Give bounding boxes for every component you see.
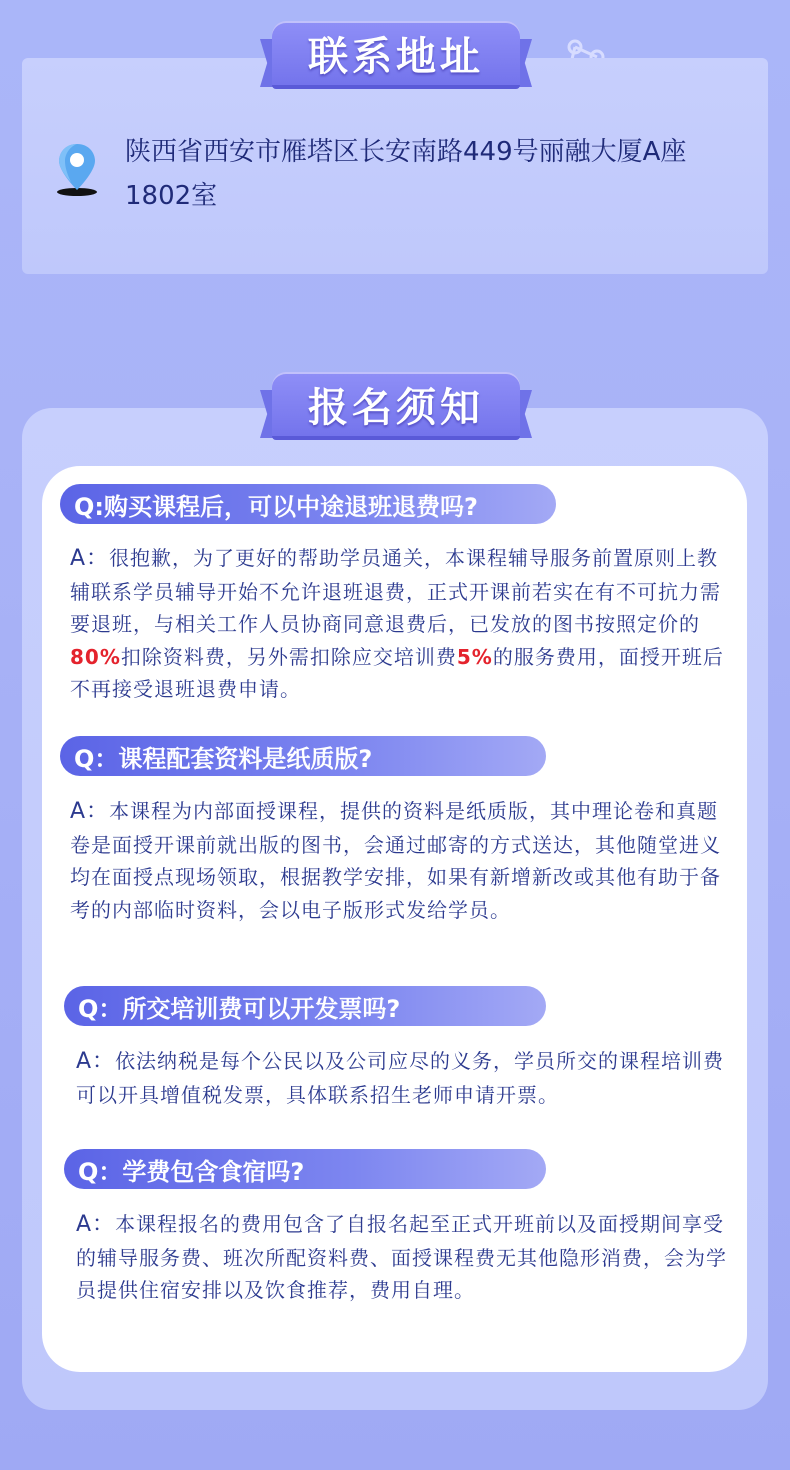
faq-question-refund: Q:购买课程后，可以中途退班退费吗? <box>60 484 556 524</box>
faq-card <box>42 466 747 1372</box>
highlight-80-percent: 80% <box>70 644 121 669</box>
faq-answer-lodging: A：本课程报名的费用包含了自报名起至正式开班前以及面授期间享受的辅导服务费、班次所配资料费、面授课程费无其他隐形消费，会为学员提供住宿安排以及饮食推荐，费用自理。 <box>76 1212 727 1302</box>
notice-title-ribbon <box>268 372 524 440</box>
contact-title-ribbon <box>268 21 524 89</box>
faq-answer-materials: A：本课程为内部面授课程，提供的资料是纸质版，其中理论卷和真题卷是面授开课前就出版的图书，会通过邮寄的方式送达，其他随堂进义均在面授点现场领取，根据教学安排，如果有新增新改或其他有助于备考的内部临时资料，会以电子版形式发给学员。 <box>70 799 721 922</box>
address-text: 陕西省西安市雁塔区长安南路449号丽融大厦A座1802室 <box>125 137 687 211</box>
faq-answer-invoice: A：依法纳税是每个公民以及公司应尽的义务，学员所交的课程培训费可以开具增值税发票，具体联系招生老师申请开票。 <box>76 1049 725 1107</box>
contact-title: 联系地址 <box>308 33 484 80</box>
faq-answer-refund: A：很抱歉，为了更好的帮助学员通关，本课程辅导服务前置原则上教辅联系学员辅导开始不允许退班退费，正式开课前若实在有不可抗力需要退班，与相关工作人员协商同意退费后，已发放的图书按照定价的80%扣除资料费，另外需扣除应交培训费5%的服务费用，面授开班后不再接受退班退费申请。 <box>70 546 724 701</box>
map-pin-icon <box>55 140 101 200</box>
faq-question-lodging: Q：学费包含食宿吗? <box>64 1149 546 1189</box>
faq-question-invoice: Q：所交培训费可以开发票吗? <box>64 986 546 1026</box>
highlight-5-percent: 5% <box>456 644 493 669</box>
notice-title: 报名须知 <box>308 384 484 431</box>
faq-question-materials: Q：课程配套资料是纸质版? <box>60 736 546 776</box>
